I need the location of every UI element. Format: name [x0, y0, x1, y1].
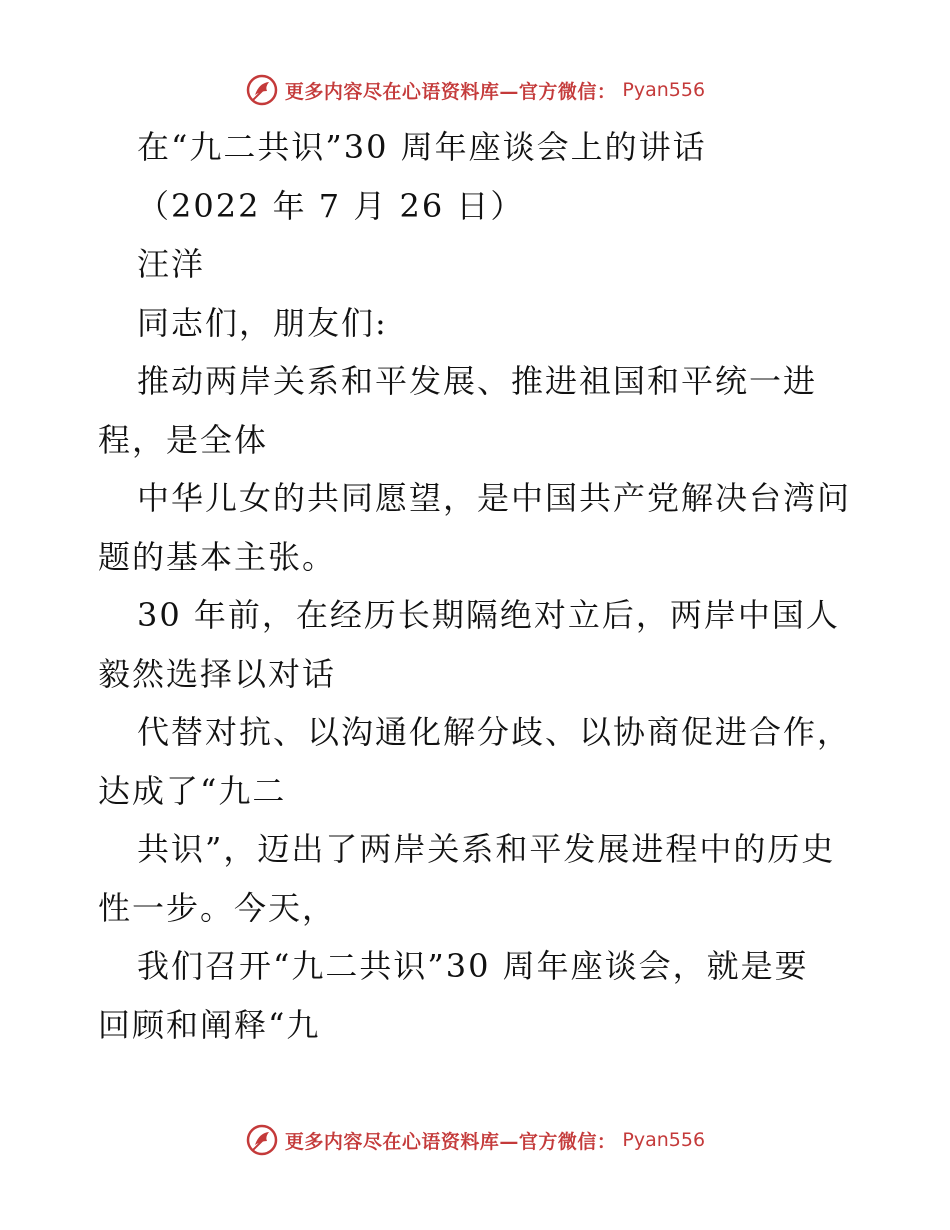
doc-line: 推动两岸关系和平发展、推进祖国和平统一进: [137, 362, 818, 400]
document-body: [98, 118, 868, 1054]
doc-line: 性一步。今天，: [98, 888, 337, 927]
doc-line: 毅然选择以对话: [98, 654, 337, 693]
watermark-text: 更多内容尽在心语资料库—官方微信：: [284, 80, 617, 103]
rose-pen-logo-icon: [245, 1123, 279, 1157]
doc-salutation: 同志们，朋友们:: [137, 303, 388, 342]
doc-author: 汪洋: [137, 245, 206, 283]
footer-watermark: [0, 1120, 950, 1160]
doc-line: 程，是全体: [98, 420, 269, 459]
doc-line: 达成了“九二: [98, 771, 287, 810]
watermark-text: 更多内容尽在心语资料库—官方微信：: [284, 1130, 617, 1153]
doc-line: 30 年前，在经历长期隔绝对立后，两岸中国人: [137, 596, 840, 634]
header-watermark: [0, 70, 950, 110]
doc-line: 题的基本主张。: [98, 537, 337, 576]
watermark-wechat-id: Pyan556: [622, 1129, 706, 1151]
doc-line: 代替对抗、以沟通化解分歧、以协商促进合作，: [137, 713, 852, 751]
doc-line: 中华儿女的共同愿望，是中国共产党解决台湾问: [137, 479, 852, 517]
doc-line: 共识”，迈出了两岸关系和平发展进程中的历史: [137, 830, 836, 868]
doc-line: 我们召开“九二共识”30 周年座谈会，就是要: [137, 947, 809, 985]
rose-pen-logo-icon: [245, 73, 279, 107]
doc-line: 回顾和阐释“九: [98, 1005, 321, 1044]
watermark-wechat-id: Pyan556: [622, 79, 706, 101]
doc-date: （2022 年 7 月 26 日）: [137, 186, 525, 225]
doc-title: 在“九二共识”30 周年座谈会上的讲话: [137, 128, 707, 166]
